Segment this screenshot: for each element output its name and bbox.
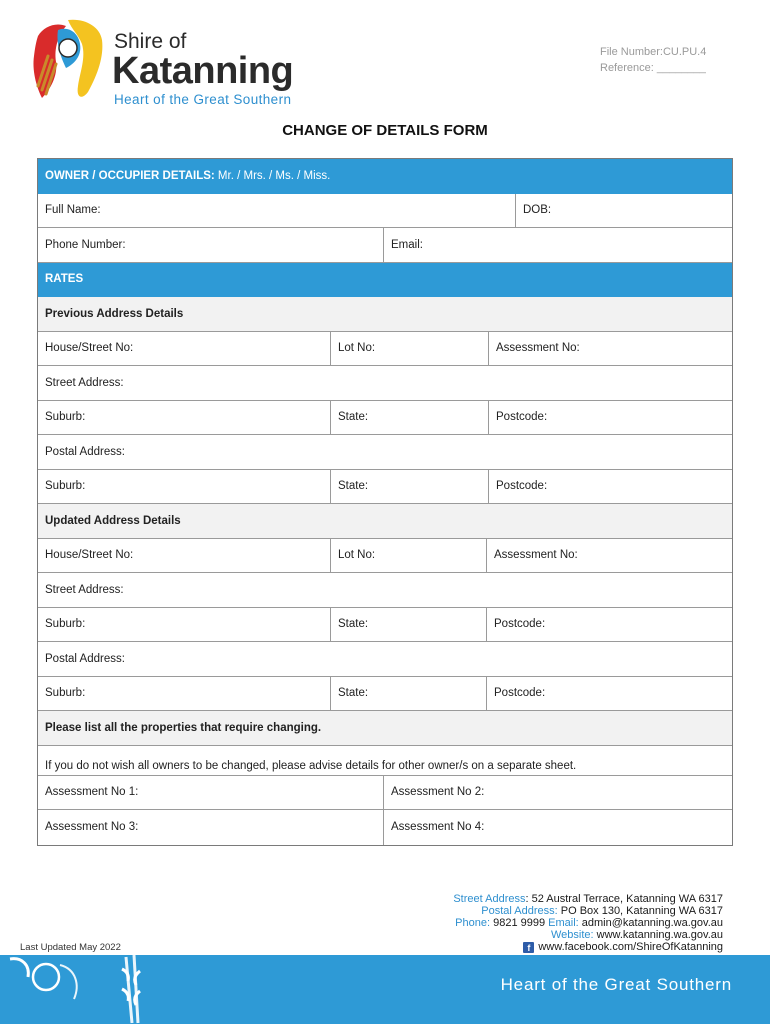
logo-tagline: Heart of the Great Southern <box>114 92 292 107</box>
footer-postal-value: PO Box 130, Katanning WA 6317 <box>557 905 723 917</box>
updated-postal-state-field[interactable]: State: <box>331 677 487 711</box>
updated-house-row <box>38 539 732 574</box>
owner-header-title: OWNER / OCCUPIER DETAILS: <box>45 169 215 182</box>
footer-street-label: Street Address <box>453 893 526 905</box>
previous-state-field[interactable]: State: <box>331 401 489 435</box>
footer-email-value[interactable]: admin@katanning.wa.gov.au <box>578 917 723 929</box>
footer-postal-label: Postal Address: <box>481 905 558 917</box>
updated-suburb-row <box>38 608 732 643</box>
updated-house-field[interactable]: House/Street No: <box>38 539 331 573</box>
footer-phone-email <box>453 917 723 929</box>
updated-state-field[interactable]: State: <box>331 608 487 642</box>
assessment-2-field[interactable]: Assessment No 2: <box>391 786 485 799</box>
reference: Reference: ________ <box>600 62 706 74</box>
email-field[interactable]: Email: <box>391 238 423 251</box>
footer-facebook <box>523 941 723 953</box>
footer-street <box>453 893 723 905</box>
updated-postal-suburb-field[interactable]: Suburb: <box>38 677 331 711</box>
previous-postal-field[interactable]: Postal Address: <box>45 445 125 458</box>
updated-postal-suburb-row <box>38 677 732 712</box>
footer-website-value[interactable]: www.katanning.wa.gov.au <box>593 929 723 941</box>
last-updated: Last Updated May 2022 <box>20 942 121 953</box>
change-of-details-form <box>37 158 733 846</box>
updated-postal-row <box>38 642 732 677</box>
previous-suburb-row <box>38 401 732 436</box>
previous-street-field[interactable]: Street Address: <box>45 376 124 389</box>
assessment-1-field[interactable]: Assessment No 1: <box>38 776 384 810</box>
previous-postal-suburb-field[interactable]: Suburb: <box>38 470 331 504</box>
banner-tagline: Heart of the Great Southern <box>500 975 732 994</box>
updated-heading-row <box>38 504 732 539</box>
previous-postcode-field[interactable]: Postcode: <box>496 411 548 424</box>
previous-suburb-field[interactable]: Suburb: <box>38 401 331 435</box>
footer-postal <box>453 905 723 917</box>
previous-postal-postcode-field[interactable]: Postcode: <box>496 480 548 493</box>
owner-header <box>38 159 732 193</box>
contact-row <box>38 228 732 263</box>
name-row <box>38 194 732 229</box>
file-info <box>600 44 706 76</box>
previous-heading-row <box>38 297 732 332</box>
previous-postal-state-field[interactable]: State: <box>331 470 489 504</box>
footer-email-label: Email: <box>548 917 579 929</box>
footer-banner <box>0 955 770 1024</box>
footer-facebook-link[interactable]: www.facebook.com/ShireOfKatanning <box>538 941 723 953</box>
previous-heading: Previous Address Details <box>45 307 184 320</box>
previous-postal-suburb-row <box>38 470 732 505</box>
logo-line2: Katanning <box>112 50 294 92</box>
owners-note: If you do not wish all owners to be changed, please advise details for other owner/s on a separate sheet. <box>45 759 577 772</box>
previous-lot-field[interactable]: Lot No: <box>331 332 489 366</box>
assessment-4-field[interactable]: Assessment No 4: <box>391 821 485 834</box>
updated-postcode-field[interactable]: Postcode: <box>494 618 546 631</box>
footer-website <box>453 929 723 941</box>
updated-assessment-field[interactable]: Assessment No: <box>494 549 578 562</box>
footer-contact <box>453 893 723 954</box>
footer-street-value: : 52 Austral Terrace, Katanning WA 6317 <box>525 893 723 905</box>
updated-street-field[interactable]: Street Address: <box>45 583 124 596</box>
footer-phone-label: Phone: <box>455 917 491 929</box>
facebook-icon: f <box>523 942 534 953</box>
full-name-field[interactable]: Full Name: <box>38 194 516 228</box>
owners-note-row <box>38 746 732 776</box>
previous-house-field[interactable]: House/Street No: <box>38 332 331 366</box>
owner-header-titles: Mr. / Mrs. / Ms. / Miss. <box>214 169 331 182</box>
assessment-row-1 <box>38 776 732 811</box>
owner-header-row <box>38 159 732 194</box>
previous-street-row <box>38 366 732 401</box>
updated-street-row <box>38 573 732 608</box>
updated-suburb-field[interactable]: Suburb: <box>38 608 331 642</box>
updated-lot-field[interactable]: Lot No: <box>331 539 487 573</box>
rates-header-row <box>38 263 732 298</box>
updated-postal-postcode-field[interactable]: Postcode: <box>494 687 546 700</box>
previous-postal-row <box>38 435 732 470</box>
properties-heading-row <box>38 711 732 746</box>
properties-heading: Please list all the properties that require changing. <box>45 721 322 734</box>
footer-phone-value: 9821 9999 <box>490 917 549 929</box>
file-number: File Number:CU.PU.4 <box>600 46 707 58</box>
shire-emblem-icon <box>28 16 108 112</box>
updated-postal-field[interactable]: Postal Address: <box>45 652 125 665</box>
footer-website-label: Website: <box>550 929 594 941</box>
phone-field[interactable]: Phone Number: <box>38 228 384 262</box>
assessment-3-field[interactable]: Assessment No 3: <box>38 810 384 845</box>
updated-heading: Updated Address Details <box>45 514 181 527</box>
logo-line1: Shire of <box>114 30 187 53</box>
rates-header: RATES <box>45 273 84 286</box>
assessment-row-2 <box>38 810 732 845</box>
previous-house-row <box>38 332 732 367</box>
dob-field[interactable]: DOB: <box>523 204 552 217</box>
shire-logo <box>28 16 328 112</box>
form-title: CHANGE OF DETAILS FORM <box>282 122 488 139</box>
banner-emblem-icon <box>0 955 200 1024</box>
previous-assessment-field[interactable]: Assessment No: <box>496 342 580 355</box>
